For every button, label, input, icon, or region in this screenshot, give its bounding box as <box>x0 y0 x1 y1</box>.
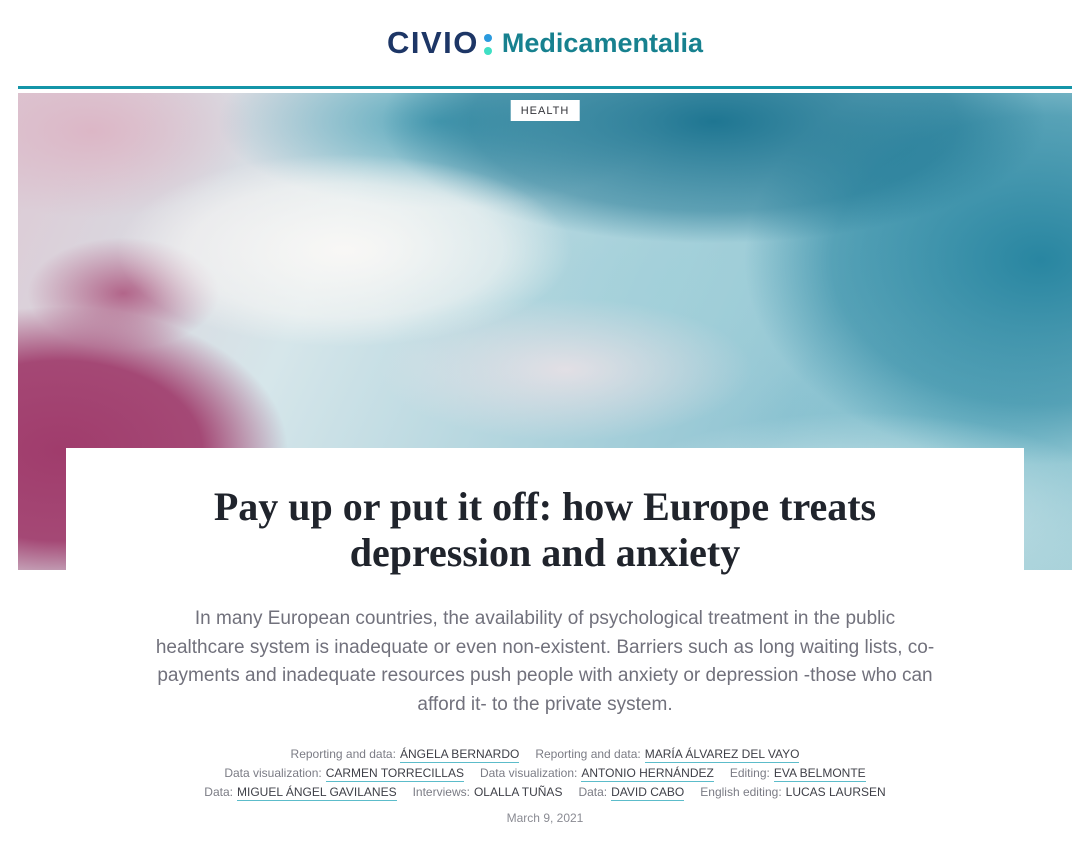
credit-role: Reporting and data: <box>535 747 641 761</box>
credit-role: Interviews: <box>412 785 470 799</box>
credit-author-link[interactable]: DAVID CABO <box>611 785 685 799</box>
credit-role: Data visualization: <box>224 766 322 780</box>
credit-author-link[interactable]: MIGUEL ÁNGEL GAVILANES <box>236 785 397 799</box>
credit-author-link[interactable]: ANTONIO HERNÁNDEZ <box>581 766 714 780</box>
credit-role: Data visualization: <box>479 766 578 780</box>
civio-logo[interactable] <box>387 25 703 61</box>
category-tag-health[interactable]: HEALTH <box>511 100 580 121</box>
medicamentalia-wordmark: Medicamentalia <box>501 27 703 58</box>
credit-author: OLALLA TUÑAS <box>473 785 563 799</box>
credit-item <box>535 745 799 764</box>
credit-author: LUCAS LAURSEN <box>785 785 886 799</box>
credit-line-3 <box>66 783 1024 802</box>
credit-role: Reporting and data: <box>290 747 396 761</box>
credit-author-link[interactable]: CARMEN TORRECILLAS <box>325 766 464 780</box>
credit-role: English editing: <box>700 785 782 799</box>
credit-role: Data: <box>578 785 608 799</box>
credit-item <box>224 764 464 783</box>
title-line-1: Pay up or put it off: how Europe treats <box>213 484 877 529</box>
credit-author-link[interactable]: EVA BELMONTE <box>773 766 866 780</box>
credit-author-link[interactable]: MARÍA ÁLVAREZ DEL VAYO <box>644 747 800 761</box>
credit-role: Editing: <box>729 766 770 780</box>
article-card <box>66 448 1024 828</box>
title-line-2: depression and anxiety <box>349 530 741 575</box>
article-title <box>66 484 1024 576</box>
colon-dot-mint-icon <box>484 47 492 55</box>
credit-item <box>480 764 714 783</box>
civio-colon-icon <box>484 34 492 55</box>
publish-date: March 9, 2021 <box>506 811 584 825</box>
credit-line-1 <box>66 745 1024 764</box>
site-header <box>0 0 1090 86</box>
header-rule <box>18 86 1072 89</box>
credit-item <box>700 783 885 802</box>
civio-wordmark: CIVIO <box>387 25 479 60</box>
credit-item <box>291 745 520 764</box>
credit-item <box>730 764 866 783</box>
colon-dot-blue-icon <box>484 34 492 42</box>
article-subtitle: In many European countries, the availability of psychological treatment in the public healthcare system is inadequate or even non-existent. Barriers such as long waiting lists, co-payments and inadequate resources push people with anxiety or depression -those who can afford it- to the private system. <box>155 608 935 715</box>
credits-block <box>66 745 1024 802</box>
credit-item <box>413 783 563 802</box>
credit-author-link[interactable]: ÁNGELA BERNARDO <box>399 747 520 761</box>
credit-item <box>204 783 396 802</box>
credit-item <box>578 783 684 802</box>
credit-role: Data: <box>204 785 233 799</box>
credit-line-2 <box>66 764 1024 783</box>
